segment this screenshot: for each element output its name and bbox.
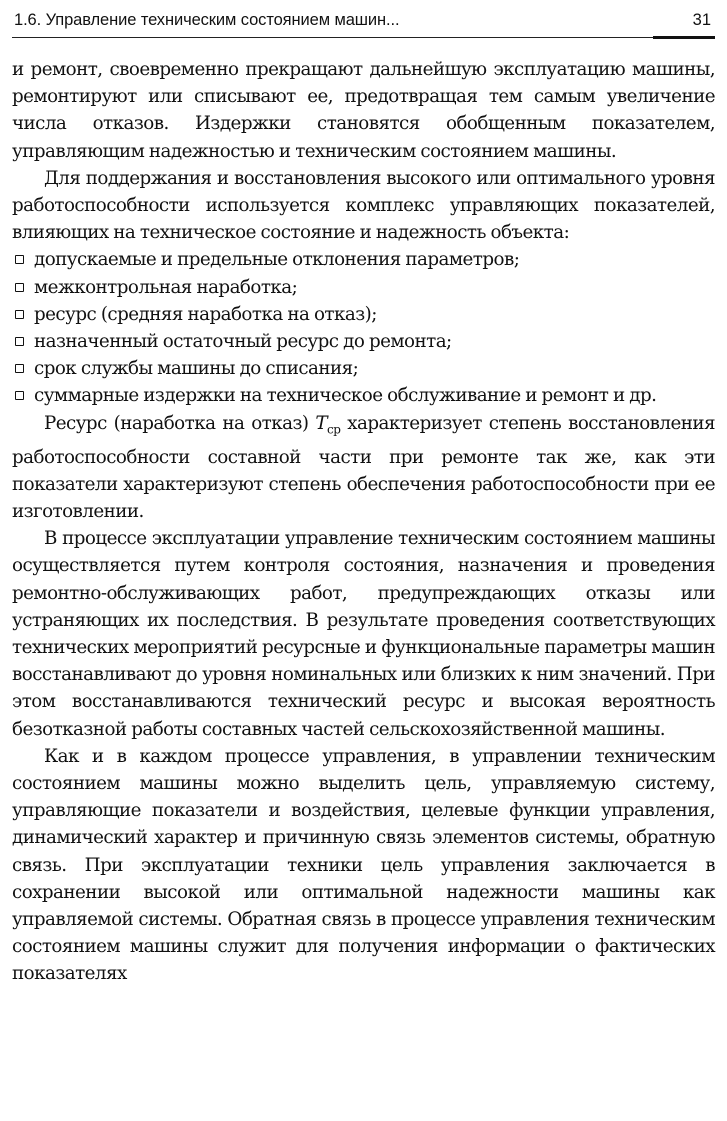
list-item — [12, 382, 715, 409]
list-item — [12, 328, 715, 355]
checkbox-bullet-icon — [15, 310, 24, 319]
resource-symbol — [315, 412, 341, 437]
indicator-list — [12, 246, 715, 409]
header-rule-accent — [653, 36, 715, 39]
checkbox-bullet-icon — [15, 283, 24, 292]
checkbox-bullet-icon — [15, 391, 24, 400]
list-item — [12, 301, 715, 328]
checkbox-bullet-icon — [15, 364, 24, 373]
header-rule — [12, 37, 715, 38]
paragraph-4: В процессе эксплуатации управление техническим состоянием машины осуществляется путем контроля состояния, назначения и проведения ремонтно-обслуживающих работ, предупреждающих отказы или устраняющих их последствия. В результате проведения соответствующих технических мероприятий ресурсные и функциональные параметры машин восстанавливают до уровня номинальных или близких к ним значений. При этом восстанавливаются технический ресурс и высокая вероятность безотказной работы составных частей сельскохозяйственной машины. — [12, 528, 715, 740]
page-number: 31 — [692, 11, 711, 29]
resource-symbol-subscript: ср — [327, 422, 341, 437]
paragraph-5: Как и в каждом процессе управления, в управлении техническим состоянием машины можно выделить цель, управляемую систему, управляющие показатели и воздействия, целевые функции управления, динамический характер и причинную связь элементов системы, обратную связь. При эксплуатации техники цель управления заключается в сохранении высокой или оптимальной надежности машины как управляемой системы. Обратная связь в процессе управления техническим состоянием машины служит для получения информации о фактических показателях — [12, 745, 715, 985]
list-item-text: ресурс (средняя наработка на отказ); — [34, 303, 377, 325]
list-item-text: назначенный остаточный ресурс до ремонта; — [34, 331, 452, 353]
checkbox-bullet-icon — [15, 337, 24, 346]
list-item-text: межконтрольная наработка; — [34, 276, 298, 298]
running-header — [12, 0, 715, 40]
list-item-text: суммарные издержки на техническое обслуживание и ремонт и др. — [34, 385, 657, 407]
resource-symbol-letter: T — [315, 412, 328, 434]
list-item — [12, 246, 715, 273]
paragraph-3-lead: Ресурс (наработка на отказ) — [44, 412, 316, 434]
paragraph-1: и ремонт, своевременно прекращают дальнейшую эксплуатацию машины, ремонтируют или списывают ее, предотвращая тем самым увеличение числа отказов. Издержки становятся обобщенным показателем, управляющим надежностью и техническим состоянием машины. — [12, 59, 715, 162]
list-item — [12, 274, 715, 301]
checkbox-bullet-icon — [15, 255, 24, 264]
list-item — [12, 355, 715, 382]
paragraph-3 — [12, 410, 715, 525]
paragraph-2: Для поддержания и восстановления высокого или оптимального уровня работоспособности используется комплекс управляющих показателей, влияющих на техническое состояние и надежность объекта: — [12, 167, 715, 244]
paragraph-3-rest: характеризует степень восстановления работоспособности составной части при ремонте так же, как эти показатели характеризуют степень обеспечения работоспособности при ее изготовлении. — [12, 412, 715, 522]
document-page — [12, 0, 715, 988]
list-item-text: допускаемые и предельные отклонения параметров; — [34, 249, 520, 271]
list-item-text: срок службы машины до списания; — [34, 358, 359, 380]
body-text — [12, 56, 715, 988]
section-title: 1.6. Управление техническим состоянием машин... — [14, 11, 400, 29]
